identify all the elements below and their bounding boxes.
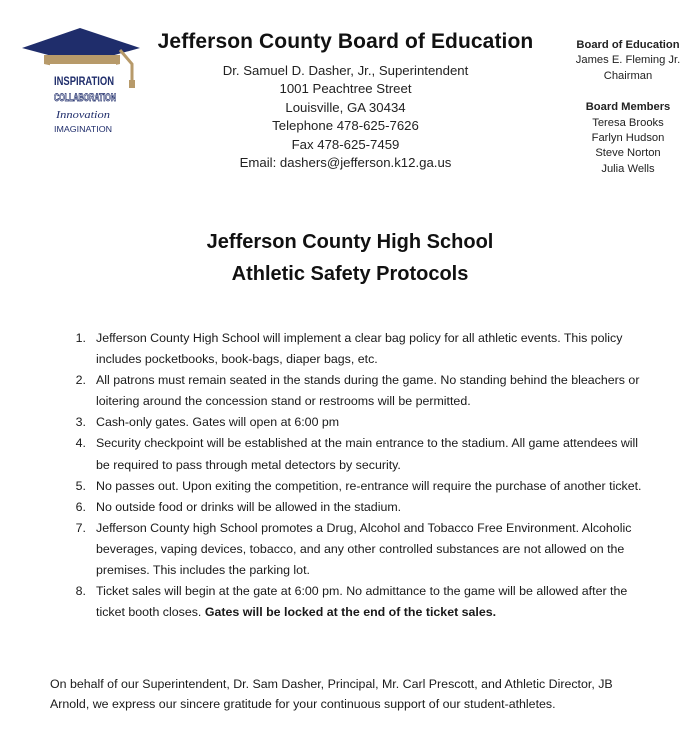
item-text: Jefferson County high School promotes a Drug, Alcohol and Tobacco Free Environment. Alcoholic beverages, vaping devices, tobacco, and any other controlled substances are not allowed on the premises. This includes the parking lot.	[96, 520, 632, 578]
item-text: Cash-only gates. Gates will open at 6:00 pm	[96, 415, 340, 430]
list-item	[70, 433, 650, 475]
document-title-line2: Athletic Safety Protocols	[231, 263, 469, 285]
item-text: Jefferson County High School will implement a clear bag policy for all athletic events. This policy includes pocketbooks, book-bags, diaper bags, etc.	[96, 331, 623, 367]
logo-word-imagination: IMAGINATION	[54, 125, 113, 134]
letterhead	[148, 30, 543, 172]
item-number: 6.	[75, 499, 86, 514]
item-number: 5.	[75, 478, 86, 493]
item-text: Ticket sales will begin at the gate at 6:00 pm. No admittance to the game will be allowed after the ticket booth closes.	[96, 584, 628, 620]
list-item	[70, 328, 650, 370]
item-text: No outside food or drinks will be allowed in the stadium.	[96, 499, 402, 514]
fax: Fax 478-625-7459	[291, 136, 400, 152]
list-item	[70, 412, 650, 433]
list-item	[70, 476, 650, 497]
org-name: Jefferson County Board of Education	[157, 30, 534, 53]
item-number: 3.	[75, 415, 86, 430]
board-member: Julia Wells	[601, 162, 655, 175]
item-text: No passes out. Upon exiting the competition, re-entrance will require the purchase of another ticket.	[96, 478, 642, 493]
list-item	[70, 581, 650, 623]
item-text: All patrons must remain seated in the stands during the game. No standing behind the bleachers or loitering around the concession stand or restrooms will be permitted.	[96, 373, 640, 409]
closing-paragraph: On behalf of our Superintendent, Dr. Sam Dasher, Principal, Mr. Carl Prescott, and Athletic Director, JB Arnold, we express our sincere gratitude for your continuous support of our student-athletes.	[50, 677, 613, 711]
item-number: 4.	[75, 436, 86, 451]
list-item	[70, 497, 650, 518]
list-item	[70, 370, 650, 412]
superintendent-line: Dr. Samuel D. Dasher, Jr., Superintendent	[222, 63, 469, 78]
street-address: 1001 Peachtree Street	[279, 81, 412, 97]
board-member: Farlyn Hudson	[591, 132, 665, 145]
email: Email: dashers@jefferson.k12.ga.us	[239, 155, 452, 171]
logo-words	[20, 24, 148, 148]
board-heading: Board of Education	[576, 39, 680, 51]
school-board-logo	[20, 24, 148, 148]
item-text: Security checkpoint will be established at the main entrance to the stadium. All game attendees will be required to pass through metal detectors by security.	[96, 436, 639, 472]
board-members-heading: Board Members	[585, 101, 671, 114]
item-number: 2.	[75, 373, 86, 388]
logo-word-collaboration: COLLABORATION	[54, 92, 117, 104]
city-address: Louisville, GA 30434	[285, 99, 406, 115]
telephone: Telephone 478-625-7626	[272, 118, 419, 134]
item-number: 1.	[75, 331, 86, 345]
board-member: Steve Norton	[595, 147, 661, 160]
logo-word-innovation: Innovation	[54, 109, 111, 121]
list-item	[70, 518, 650, 581]
chairman-name: James E. Fleming Jr.	[575, 54, 681, 67]
board-sidebar	[563, 38, 693, 177]
item-number: 7.	[75, 520, 86, 535]
item-number: 8.	[75, 584, 86, 599]
document-title	[0, 226, 700, 290]
protocol-list	[70, 328, 650, 623]
item-bold-text: Gates will be locked at the end of the ticket sales.	[204, 605, 497, 620]
board-member: Teresa Brooks	[592, 116, 664, 129]
chairman-title: Chairman	[603, 69, 653, 82]
logo-word-inspiration: INSPIRATION	[54, 74, 114, 88]
document-title-line1: Jefferson County High School	[206, 231, 494, 253]
